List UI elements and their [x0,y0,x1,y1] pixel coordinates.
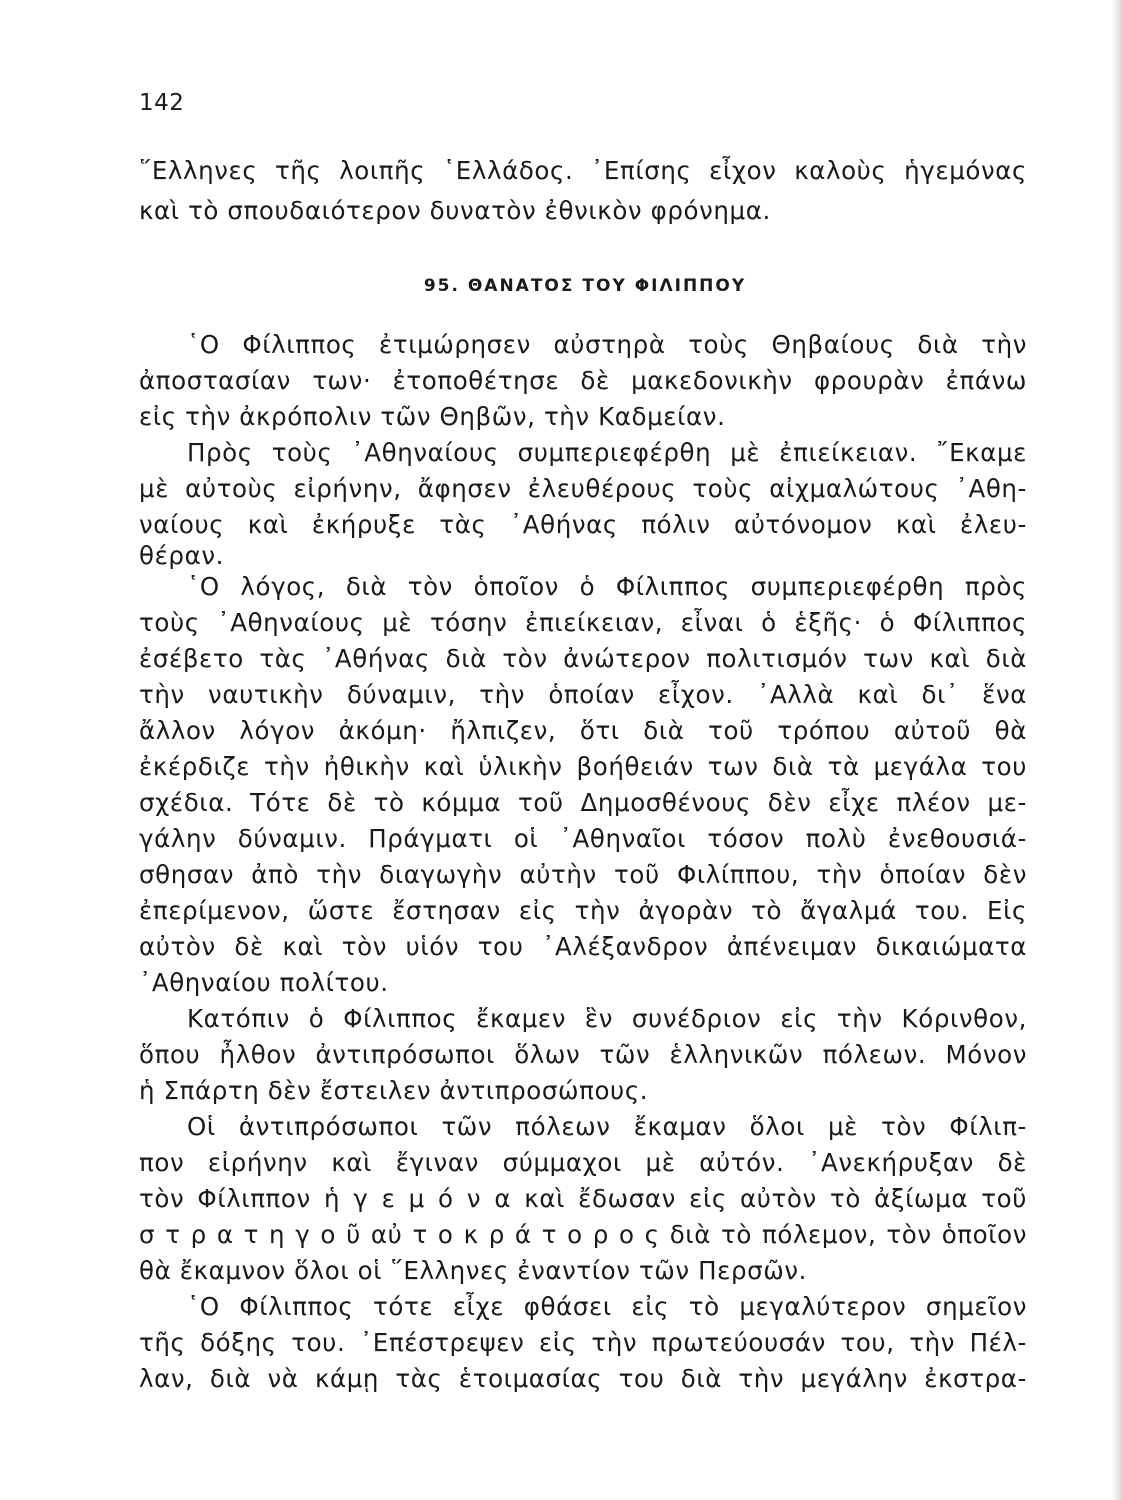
text-line: καὶ τὸ σπουδαιότερον δυνατὸν ἐθνικὸν φρόνημα. [139,196,771,225]
text-line: ῞Ελληνες τῆς λοιπῆς ῾Ελλάδος. ᾿Επίσης εἶχον καλοὺς ἡγεμόνας [139,156,1027,185]
text-line: ῾Ο λόγος, διὰ τὸν ὁποῖον ὁ Φίλιππος συμπεριεφέρθη πρὸς [187,572,1027,601]
text-line: Κατόπιν ὁ Φίλιππος ἔκαμεν ἓν συνέδριον εἰς τὴν Κόρινθον, [187,1004,1027,1033]
text-line: λαν, διὰ νὰ κάμῃ τὰς ἑτοιμασίας του διὰ τὴν μεγάλην ἐκστρα- [139,1364,1027,1393]
text-line: ἀποστασίαν των· ἐτοποθέτησε δὲ μακεδονικὴν φρουρὰν ἐπάνω [139,366,1027,395]
text-line: ναίους καὶ ἐκήρυξε τὰς ᾿Αθήνας πόλιν αὐτόνομον καὶ ἐλευ- [139,510,1027,539]
text-line: τοὺς ᾿Αθηναίους μὲ τόσην ἐπιείκειαν, εἶναι ὁ ἑξῆς· ὁ Φίλιππος [139,608,1027,637]
text-line: ῾Ο Φίλιππος ἐτιμώρησεν αὐστηρὰ τοὺς Θηβαίους διὰ τὴν [187,330,1027,359]
text-line: θέραν. [139,541,225,570]
text-line: μὲ αὐτοὺς εἰρήνην, ἄφησεν ἐλευθέρους τοὺς αἰχμαλώτους ᾿Αθη- [139,474,1027,503]
text-line: ᾿Αθηναίου πολίτου. [139,968,389,997]
page-number: 142 [139,90,185,116]
text-line: ἐπερίμενον, ὥστε ἔστησαν εἰς τὴν ἀγορὰν τὸ ἄγαλμά του. Εἰς [139,896,1027,925]
page-edge-shadow [1112,0,1122,1500]
text-line: ῾Ο Φίλιππος τότε εἶχε φθάσει εἰς τὸ μεγαλύτερον σημεῖον [187,1292,1027,1321]
text-line: αὐτὸν δὲ καὶ τὸν υἱόν του ᾿Αλέξανδρον ἀπένειμαν δικαιώματα [139,932,1027,961]
text-line: Οἱ ἀντιπρόσωποι τῶν πόλεων ἔκαμαν ὅλοι μὲ τὸν Φίλιπ- [187,1112,1027,1141]
text-line: θὰ ἔκαμνον ὅλοι οἱ ῞Ελληνες ἐναντίον τῶν Περσῶν. [139,1256,808,1285]
text-line: ἐσέβετο τὰς ᾿Αθήνας διὰ τὸν ἀνώτερον πολιτισμόν των καὶ διὰ [139,644,1027,673]
text-line: τὸν Φίλιππον ἡ γ ε μ ό ν α καὶ ἔδωσαν εἰς αὐτὸν τὸ ἀξίωμα τοῦ [139,1184,1027,1213]
text-line: τὴν ναυτικὴν δύναμιν, τὴν ὁποίαν εἶχον. ᾿Αλλὰ καὶ δι᾿ ἕνα [139,680,1027,709]
text-line: σχέδια. Τότε δὲ τὸ κόμμα τοῦ Δημοσθένους δὲν εἶχε πλέον με- [139,788,1027,817]
text-line: εἰς τὴν ἀκρόπολιν τῶν Θηβῶν, τὴν Καδμείαν. [139,402,726,431]
text-line: ἡ Σπάρτη δὲν ἔστειλεν ἀντιπροσώπους. [139,1076,649,1105]
text-line: πον εἰρήνην καὶ ἔγιναν σύμμαχοι μὲ αὐτόν. ᾿Ανεκήρυξαν δὲ [139,1148,1027,1177]
text-line: ἄλλον λόγον ἀκόμη· ἤλπιζεν, ὅτι διὰ τοῦ τρόπου αὐτοῦ θὰ [139,716,1027,745]
text-line: τῆς δόξης του. ᾿Επέστρεψεν εἰς τὴν πρωτεύουσάν του, τὴν Πέλ- [139,1328,1027,1357]
section-heading: 95. ΘΑΝΑΤΟΣ ΤΟΥ ΦΙΛΙΠΠΟΥ [423,276,747,296]
text-line: ὅπου ἦλθον ἀντιπρόσωποι ὅλων τῶν ἑλληνικῶν πόλεων. Μόνον [139,1040,1027,1069]
text-line: σθησαν ἀπὸ τὴν διαγωγὴν αὐτὴν τοῦ Φιλίππου, τὴν ὁποίαν δὲν [139,860,1027,889]
text-line: Πρὸς τοὺς ᾿Αθηναίους συμπεριεφέρθη μὲ ἐπιείκειαν. ῎Εκαμε [187,438,1027,467]
text-line: σ τ ρ α τ η γ ο ῦ αὐ τ ο κ ρ ά τ ο ρ ο ς διὰ τὸ πόλεμον, τὸν ὁποῖον [139,1220,1027,1249]
text-line: γάλην δύναμιν. Πράγματι οἱ ᾿Αθηναῖοι τόσον πολὺ ἐνεθουσιά- [139,824,1027,853]
text-line: ἐκέρδιζε τὴν ἠθικὴν καὶ ὑλικὴν βοήθειάν των διὰ τὰ μεγάλα του [139,752,1027,781]
